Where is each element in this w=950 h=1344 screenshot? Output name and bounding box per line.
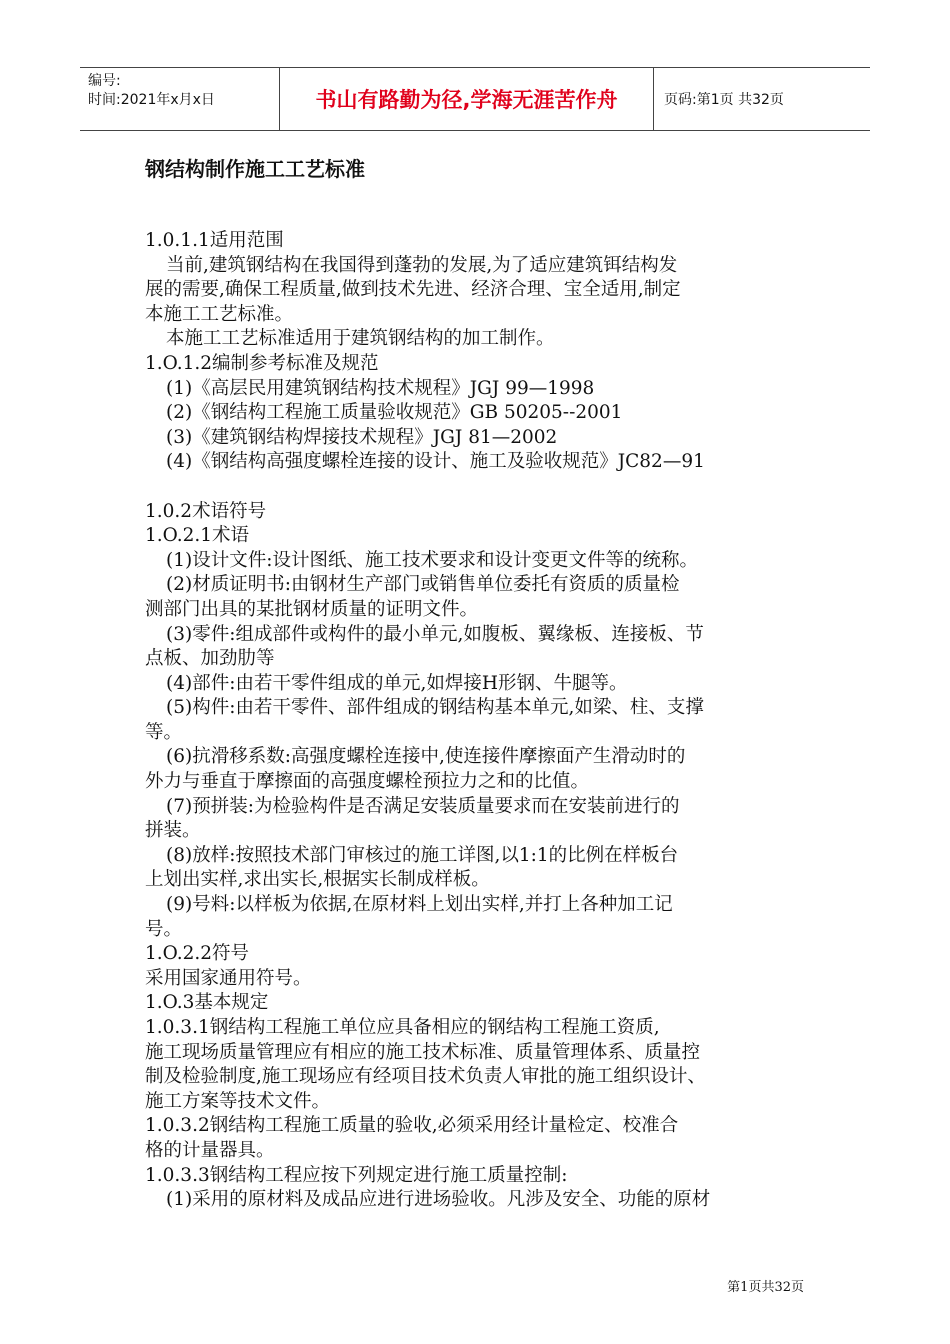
text-line: 制及检验制度,施工现场应有经项目技术负责人审批的施工组织设计、: [145, 1066, 706, 1088]
text-line: 采用国家通用符号。: [145, 967, 312, 989]
text-line: (9)号料:以样板为依据,在原材料上划出实样,并打上各种加工记: [166, 894, 673, 916]
page-header: [80, 67, 870, 131]
document-body: [145, 229, 810, 1213]
text-line: 拼装。: [145, 820, 201, 842]
text-line: 本施工工艺标准适用于建筑钢结构的加工制作。: [166, 328, 555, 350]
blank-line: [145, 475, 810, 500]
text-line: (4)《钢结构高强度螺栓连接的设计、施工及验收规范》JC82—91: [166, 451, 705, 473]
text-line: 外力与垂直于摩擦面的高强度螺栓预拉力之和的比值。: [145, 771, 590, 793]
text-line: 施工现场质量管理应有相应的施工技术标准、质量管理体系、质量控: [145, 1041, 701, 1063]
text-line: (3)零件:组成部件或构件的最小单元,如腹板、翼缘板、连接板、节: [166, 623, 704, 645]
text-line: 1.0.3.3钢结构工程应按下列规定进行施工质量控制:: [145, 1164, 568, 1186]
text-line: 点板、加劲肋等: [145, 648, 275, 670]
text-line: 1.O.2.2符号: [145, 943, 250, 965]
text-line: 1.O.2.1术语: [145, 525, 250, 547]
number-label: 编号:: [88, 73, 121, 89]
text-line: (4)部件:由若干零件组成的单元,如焊接H形钢、牛腿等。: [166, 672, 628, 694]
text-line: 号。: [145, 918, 183, 940]
text-line: (5)构件:由若干零件、部件组成的钢结构基本单元,如梁、柱、支撑: [166, 697, 704, 719]
text-line: 本施工工艺标准。: [145, 303, 294, 325]
text-line: 等。: [145, 721, 183, 743]
text-line: (2)材质证明书:由钢材生产部门或销售单位委托有资质的质量检: [166, 574, 680, 596]
text-line: 1.O.1.2编制参考标准及规范: [145, 352, 379, 374]
text-line: (1)设计文件:设计图纸、施工技术要求和设计变更文件等的统称。: [166, 549, 698, 571]
document-title: 钢结构制作施工工艺标准: [145, 157, 365, 181]
text-line: (1)《高层民用建筑钢结构技术规程》JGJ 99—1998: [166, 377, 595, 399]
text-line: (7)预拼装:为检验构件是否满足安装质量要求而在安装前进行的: [166, 795, 680, 817]
header-motto: 书山有路勤为径,学海无涯苦作舟: [280, 68, 654, 130]
text-line: 当前,建筑钢结构在我国得到蓬勃的发展,为了适应建筑铒结构发: [166, 254, 678, 276]
text-line: 1.0.1.1适用范围: [145, 230, 284, 251]
text-line: 1.O.3基本规定: [145, 992, 269, 1014]
text-line: 格的计量器具。: [145, 1139, 275, 1161]
text-line: 1.0.2术语符号: [145, 500, 267, 522]
text-line: (6)抗滑移系数:高强度螺栓连接中,使连接件摩擦面产生滑动时的: [166, 746, 686, 768]
text-line: 测部门出具的某批钢材质量的证明文件。: [145, 598, 479, 620]
text-line: (8)放样:按照技术部门审核过的施工详图,以1:1的比例在样板台: [166, 844, 679, 866]
header-meta: [80, 68, 280, 130]
text-line: 展的需要,确保工程质量,做到技术先进、经济合理、宝全适用,制定: [145, 279, 681, 301]
header-page-label: 页码:第1页 共32页: [664, 92, 784, 108]
text-line: 1.0.3.1钢结构工程施工单位应具备相应的钢结构工程施工资质,: [145, 1017, 660, 1038]
text-line: 1.0.3.2钢结构工程施工质量的验收,必须采用经计量检定、校准合: [145, 1115, 679, 1137]
text-line: (2)《钢结构工程施工质量验收规范》GB 50205--2001: [166, 402, 623, 424]
text-line: 施工方案等技术文件。: [145, 1090, 331, 1112]
time-label: 时间:2021年x月x日: [88, 92, 215, 108]
page-footer: 第1页共32页: [727, 1280, 804, 1295]
text-line: (3)《建筑钢结构焊接技术规程》JGJ 81—2002: [166, 426, 558, 448]
text-line: (1)采用的原材料及成品应进行进场验收。凡涉及安全、功能的原材: [166, 1189, 711, 1211]
text-line: 上划出实样,求出实长,根据实长制成样板。: [145, 869, 490, 891]
